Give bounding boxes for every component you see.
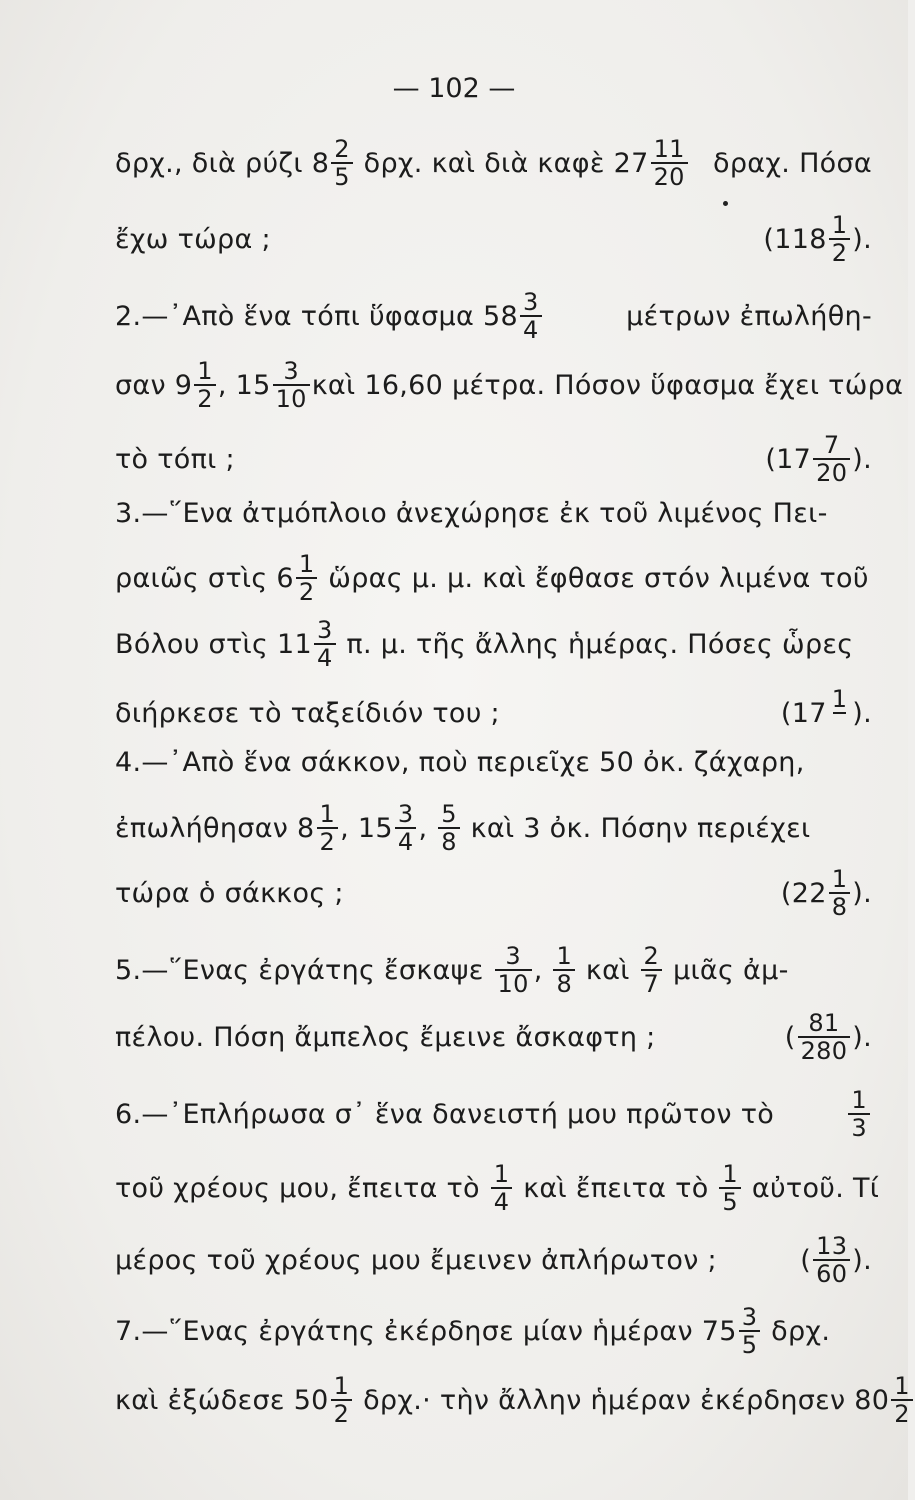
fraction-numerator: 11 bbox=[653, 135, 685, 163]
page-number: — 102 — bbox=[392, 73, 516, 104]
text-run: ). bbox=[852, 697, 872, 729]
line-r bbox=[800, 1234, 872, 1286]
fraction-numerator: 3 bbox=[741, 1303, 758, 1331]
fraction-denominator: 4 bbox=[314, 643, 336, 670]
text-run: 2.—᾿Απὸ ἕνα τόπι ὕφασμα 58 bbox=[115, 300, 518, 332]
text-run: ). bbox=[852, 877, 872, 909]
text-run: ( bbox=[800, 1244, 812, 1276]
line-l bbox=[115, 1244, 717, 1276]
line-l bbox=[115, 1305, 830, 1357]
text-run: (17 bbox=[780, 697, 827, 729]
fraction bbox=[331, 137, 353, 189]
line-l bbox=[115, 618, 853, 670]
fraction-denominator: 60 bbox=[813, 1259, 850, 1286]
fraction bbox=[829, 867, 851, 919]
line-l bbox=[115, 1374, 915, 1426]
fraction-denominator: 20 bbox=[813, 458, 850, 485]
fraction-numerator: 13 bbox=[816, 1232, 848, 1260]
fraction-denominator: 8 bbox=[553, 969, 575, 996]
text-run: καὶ 16,60 μέτρα. Πόσον ὕφασμα ἔχει τώρα bbox=[311, 369, 904, 401]
text-run: καὶ ἐξώδεσε 50 bbox=[115, 1384, 329, 1416]
text-line bbox=[115, 552, 872, 604]
fraction bbox=[317, 802, 339, 854]
line-l bbox=[115, 359, 903, 411]
fraction bbox=[273, 359, 310, 411]
text-run: , 15 bbox=[217, 369, 271, 401]
fraction-denominator bbox=[833, 712, 847, 739]
line-l bbox=[115, 552, 869, 604]
fraction-numerator: 1 bbox=[298, 550, 315, 578]
fraction bbox=[848, 1088, 870, 1140]
fraction-numerator: 1 bbox=[851, 1086, 867, 1114]
text-run: ). bbox=[852, 223, 872, 255]
text-run: 5.—῞Ενας ἐργάτης ἔσκαψε bbox=[115, 954, 493, 986]
fraction-numerator: 2 bbox=[334, 135, 350, 163]
fraction bbox=[813, 1234, 850, 1286]
fraction bbox=[331, 1374, 353, 1426]
line-r bbox=[713, 147, 872, 179]
fraction bbox=[739, 1305, 761, 1357]
text-run: , bbox=[418, 812, 437, 844]
text-run: ὥρας μ. μ. καὶ ἔφθασε στόν λιμένα τοῦ bbox=[319, 562, 869, 594]
ink-speck bbox=[723, 201, 728, 206]
fraction-denominator: 8 bbox=[438, 827, 460, 854]
fraction-numerator: 1 bbox=[831, 685, 848, 713]
text-run: τὸ τόπι ; bbox=[115, 443, 235, 475]
fraction-denominator: 2 bbox=[829, 238, 851, 265]
line-l bbox=[115, 223, 271, 255]
fraction-denominator: 3 bbox=[848, 1113, 870, 1140]
text-run: πέλου. Πόση ἄμπελος ἔμεινε ἄσκαφτη ; bbox=[115, 1021, 656, 1053]
text-run: 7.—῞Ενας ἐργάτης ἐκέρδησε μίαν ἡμέραν 75 bbox=[115, 1315, 737, 1347]
fraction-denominator: 20 bbox=[651, 162, 688, 189]
text-run: καὶ ἔπειτα τὸ bbox=[514, 1172, 718, 1204]
line-r bbox=[765, 433, 872, 485]
line-r bbox=[626, 300, 872, 332]
fraction-numerator: 3 bbox=[283, 357, 299, 385]
text-run: ). bbox=[852, 1244, 872, 1276]
fraction-numerator: 2 bbox=[643, 942, 660, 970]
fraction bbox=[296, 552, 318, 604]
text-run: δρχ. bbox=[762, 1315, 831, 1347]
fraction-numerator: 5 bbox=[441, 800, 457, 828]
text-line bbox=[115, 1234, 872, 1286]
line-l bbox=[115, 877, 344, 909]
text-run: , bbox=[533, 954, 552, 986]
line-r bbox=[846, 1088, 872, 1140]
text-run: (118 bbox=[763, 223, 827, 255]
fraction-numerator: 1 bbox=[831, 211, 848, 239]
fraction-numerator: 1 bbox=[894, 1372, 910, 1400]
line-l bbox=[115, 1098, 775, 1130]
text-run: δρχ.· τὴν ἄλλην ἡμέραν ἐκέρδησεν 80 bbox=[354, 1384, 890, 1416]
fraction-numerator: 3 bbox=[505, 942, 521, 970]
text-run: μέτρων ἐπωλήθη- bbox=[626, 300, 872, 332]
text-run: ἔχω τώρα ; bbox=[115, 223, 271, 255]
fraction-numerator: 1 bbox=[556, 942, 573, 970]
line-l bbox=[115, 697, 500, 729]
text-run: 6.—᾿Επλήρωσα σ᾿ ἕνα δανειστή μου πρῶτον τὸ bbox=[115, 1098, 775, 1130]
line-r bbox=[763, 213, 872, 265]
fraction-denominator: 2 bbox=[891, 1399, 913, 1426]
fraction-numerator: 7 bbox=[823, 431, 840, 459]
fraction-denominator: 10 bbox=[273, 384, 310, 411]
fraction-denominator: 8 bbox=[829, 892, 851, 919]
fraction bbox=[829, 687, 851, 739]
text-run: σαν 9 bbox=[115, 369, 193, 401]
text-line bbox=[115, 867, 872, 919]
text-line bbox=[115, 944, 872, 996]
line-l bbox=[115, 749, 805, 776]
line-l bbox=[115, 802, 810, 854]
text-run: δρχ., διὰ ρύζι 8 bbox=[115, 147, 330, 179]
line-l bbox=[115, 500, 828, 527]
line-r bbox=[781, 867, 872, 919]
fraction-numerator: 1 bbox=[197, 357, 213, 385]
fraction bbox=[829, 213, 851, 265]
fraction-numerator: 1 bbox=[722, 1160, 738, 1188]
fraction-numerator: 1 bbox=[333, 1372, 350, 1400]
text-run: , 15 bbox=[340, 812, 393, 844]
text-line bbox=[115, 1011, 872, 1063]
fraction bbox=[651, 137, 688, 189]
text-run: καὶ bbox=[577, 954, 639, 986]
fraction-denominator: 2 bbox=[331, 1399, 353, 1426]
fraction bbox=[520, 290, 542, 342]
text-run: ). bbox=[852, 1021, 872, 1053]
fraction bbox=[641, 944, 663, 996]
line-l bbox=[115, 1162, 879, 1214]
text-line bbox=[115, 802, 872, 854]
fraction bbox=[553, 944, 575, 996]
text-run: ἐπωλήθησαν 8 bbox=[115, 812, 315, 844]
fraction-numerator: 81 bbox=[808, 1009, 840, 1037]
fraction-denominator: 4 bbox=[491, 1187, 513, 1214]
text-run: Βόλου στὶς 11 bbox=[115, 628, 312, 660]
fraction bbox=[491, 1162, 513, 1214]
fraction-denominator: 5 bbox=[331, 162, 353, 189]
fraction bbox=[438, 802, 460, 854]
text-run: καὶ 3 ὀκ. Πόσην περιέχει bbox=[461, 812, 811, 844]
text-run: μιᾶς ἀμ- bbox=[664, 954, 789, 986]
text-run: ( bbox=[784, 1021, 796, 1053]
fraction-denominator: 4 bbox=[520, 315, 542, 342]
text-line bbox=[115, 1088, 872, 1140]
text-run: 4.—᾿Απὸ ἕνα σάκκον, ποὺ περιεῖχε 50 ὀκ. ζάχαρη, bbox=[115, 747, 805, 778]
fraction bbox=[495, 944, 532, 996]
fraction bbox=[891, 1374, 913, 1426]
text-line bbox=[115, 137, 872, 189]
text-run: δραχ. Πόσα bbox=[713, 147, 872, 179]
line-l bbox=[115, 443, 235, 475]
fraction-denominator: 2 bbox=[296, 577, 318, 604]
fraction bbox=[194, 359, 216, 411]
text-run: ραιῶς στὶς 6 bbox=[115, 562, 294, 594]
text-run: (17 bbox=[765, 443, 812, 475]
text-run: 3.—῞Ενα ἀτμόπλοιο ἀνεχώρησε ἐκ τοῦ λιμένος Πει- bbox=[115, 498, 828, 529]
line-l bbox=[115, 137, 690, 189]
fraction bbox=[813, 433, 850, 485]
text-run: ). bbox=[852, 443, 872, 475]
fraction-denominator: 5 bbox=[739, 1330, 761, 1357]
text-run: (22 bbox=[780, 877, 827, 909]
text-line bbox=[115, 357, 904, 413]
fraction-numerator: 1 bbox=[319, 800, 336, 828]
text-line bbox=[115, 1160, 880, 1216]
fraction bbox=[719, 1162, 741, 1214]
fraction-numerator: 3 bbox=[522, 288, 539, 316]
text-run: μέρος τοῦ χρέους μου ἔμεινεν ἀπλήρωτον ; bbox=[115, 1244, 717, 1276]
line-l bbox=[115, 1021, 656, 1053]
text-line bbox=[115, 500, 872, 527]
fraction-denominator: 5 bbox=[719, 1187, 741, 1214]
text-line bbox=[115, 213, 872, 265]
text-run: τώρα ὁ σάκκος ; bbox=[115, 877, 344, 909]
text-run: διήρκεσε τὸ ταξείδιόν του ; bbox=[115, 697, 500, 729]
fraction-denominator: 4 bbox=[395, 827, 417, 854]
line-r bbox=[785, 1011, 872, 1063]
fraction-numerator: 1 bbox=[493, 1160, 510, 1188]
fraction-numerator: 3 bbox=[316, 616, 333, 644]
text-line bbox=[115, 687, 872, 739]
fraction-denominator: 7 bbox=[641, 969, 663, 996]
text-line bbox=[115, 433, 872, 485]
fraction-numerator: 3 bbox=[397, 800, 414, 828]
fraction bbox=[314, 618, 336, 670]
line-l bbox=[115, 290, 544, 342]
fraction bbox=[798, 1011, 851, 1063]
text-run: π. μ. τῆς ἄλλης ἡμέρας. Πόσες ὧρες bbox=[337, 628, 854, 660]
text-line bbox=[115, 618, 872, 670]
fraction-denominator: 280 bbox=[798, 1036, 851, 1063]
fraction bbox=[395, 802, 417, 854]
text-run: δρχ. καὶ διὰ καφὲ 27 bbox=[354, 147, 649, 179]
fraction-denominator: 2 bbox=[194, 384, 216, 411]
line-r bbox=[781, 687, 872, 739]
text-run: αὐτοῦ. Τί bbox=[743, 1172, 880, 1204]
fraction-denominator: 10 bbox=[495, 969, 532, 996]
line-l bbox=[115, 944, 789, 996]
fraction-denominator: 2 bbox=[317, 827, 339, 854]
text-line bbox=[115, 1372, 910, 1428]
fraction-numerator: 1 bbox=[831, 865, 848, 893]
text-line bbox=[115, 290, 872, 342]
text-line bbox=[115, 1305, 872, 1357]
text-run: τοῦ χρέους μου, ἔπειτα τὸ bbox=[115, 1172, 489, 1204]
text-line bbox=[115, 749, 872, 776]
